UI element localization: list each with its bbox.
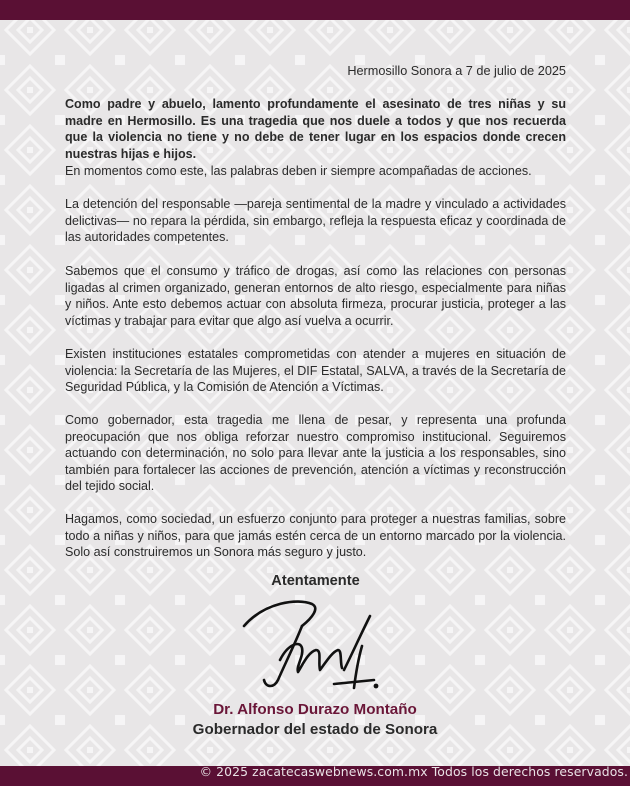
handwritten-signature bbox=[240, 596, 390, 700]
letter-paragraph-4: Sabemos que el consumo y tráfico de drogas, así como las relaciones con personas ligadas al crimen organizado, generan entornos de alto riesgo, especialmente para niñas y niños. Ante esto debemos actuar con absoluta firmeza, procurar justicia, proteger a las víctimas y trabajar para evitar que algo así vuelva a ocurrir. bbox=[65, 264, 566, 328]
letter-paragraph-5: Existen instituciones estatales comprometidas con atender a mujeres en situación de violencia: la Secretaría de las Mujeres, el DIF Estatal, SALVA, a través de la Secretaría de Seguridad Pública, y la Comisión de Atención a Víctimas. bbox=[65, 347, 566, 394]
top-border-band bbox=[0, 0, 630, 20]
letter-paragraph-6: Como gobernador, esta tragedia me llena de pesar, y representa una profunda preocupación que nos obliga reforzar nuestro compromiso institucional. Seguiremos actuando con determinación, no solo para llevar ante la justicia a los responsables, sino también para fortalecer las acciones de prevención, atención a víctimas y reconstrucción del tejido social. bbox=[65, 413, 566, 493]
signer-name: Dr. Alfonso Durazo Montaño bbox=[213, 701, 417, 718]
letter-paragraph-3: La detención del responsable —pareja sentimental de la madre y vinculado a actividades delictivas— no repara la pérdida, sin embargo, refleja la respuesta eficaz y coordinada de las autoridades competentes. bbox=[65, 197, 566, 244]
copyright-watermark: © 2025 zacatecaswebnews.com.mx Todos los derechos reservados. bbox=[199, 764, 628, 779]
letter-paragraph-7: Hagamos, como sociedad, un esfuerzo conjunto para proteger a nuestras familias, sobre todo a niñas y niños, para que jamás estén cerca de un entorno marcado por la violencia. Solo así construiremos un Sonora más seguro y justo. bbox=[65, 512, 566, 559]
letter-paragraph-2: En momentos como este, las palabras deben ir siempre acompañadas de acciones. bbox=[65, 164, 532, 178]
letter-paragraph-1: Como padre y abuelo, lamento profundamente el asesinato de tres niñas y su madre en Hermosillo. Es una tragedia que nos duele a todos y que nos recuerda que la violencia no tiene y no debe de tener lugar en los espacios donde crecen nuestras hijas e hijos. bbox=[65, 97, 566, 161]
closing-salutation: Atentamente bbox=[271, 573, 360, 589]
letter-date: Hermosillo Sonora a 7 de julio de 2025 bbox=[347, 64, 566, 78]
signer-title: Gobernador del estado de Sonora bbox=[192, 721, 438, 738]
